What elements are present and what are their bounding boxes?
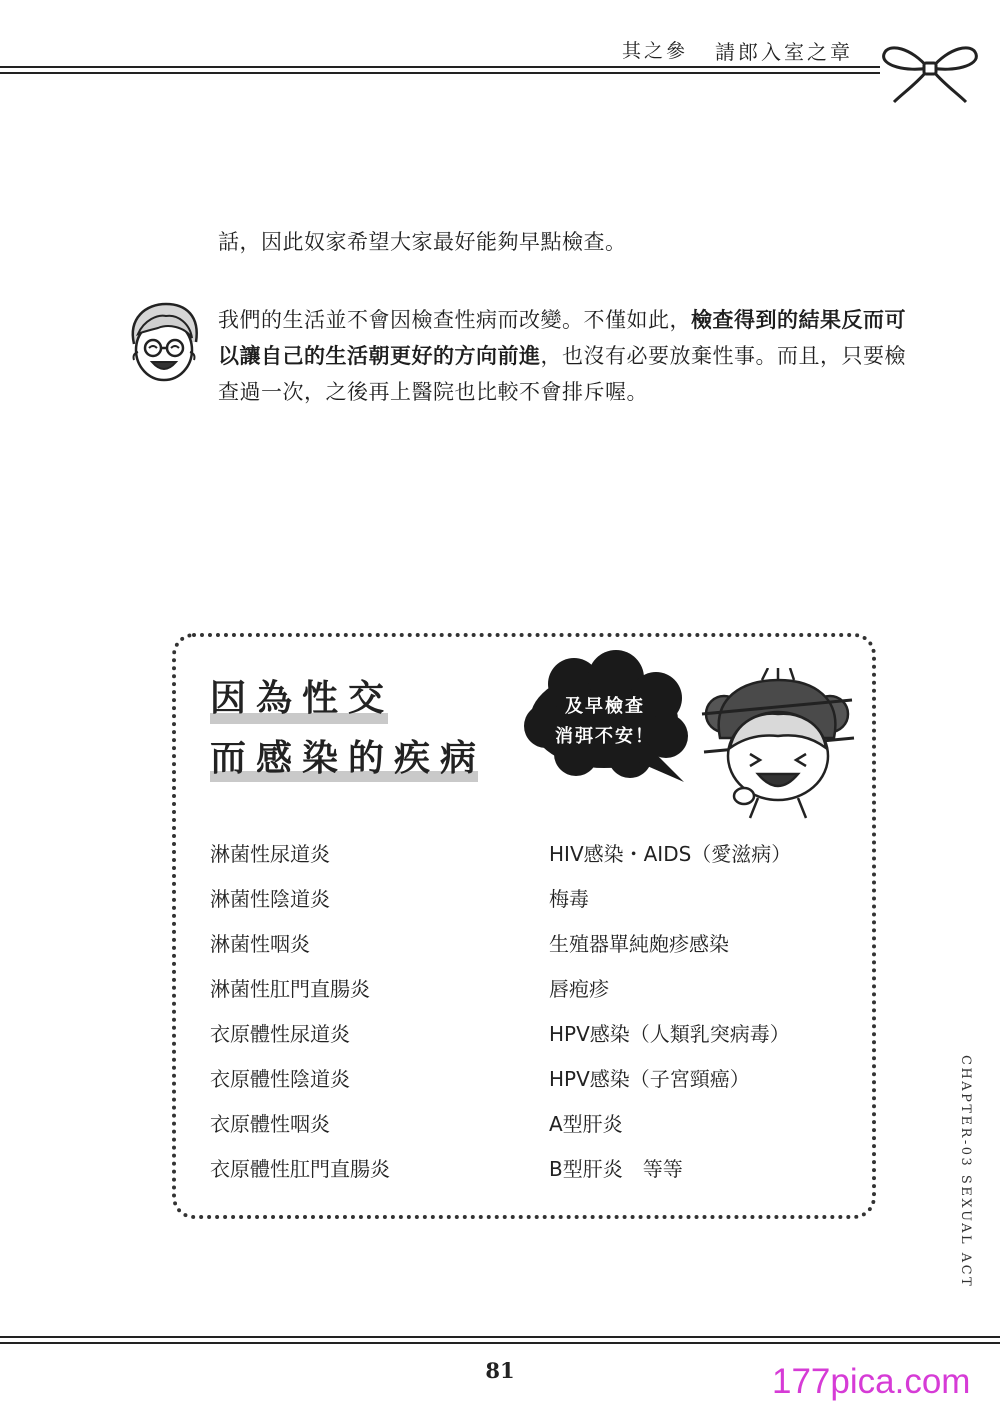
bubble-line2: 消弭不安！ [555, 726, 655, 747]
list-item: 梅毒 [549, 887, 589, 911]
right-disease-list [549, 832, 791, 1192]
list-item: 生殖器單純皰疹感染 [549, 932, 729, 956]
chapter-title: 請郎入室之章 [715, 40, 853, 64]
chapter-side-label: CHAPTER-03 SEXUAL ACT [958, 1055, 973, 1289]
list-item: 衣原體性尿道炎 [210, 1022, 350, 1046]
intro-paragraph: 話，因此奴家希望大家最好能夠早點檢查。 [218, 230, 627, 254]
list-item: HPV感染（人類乳突病毒） [549, 1022, 790, 1046]
ribbon-bow-icon [872, 28, 988, 106]
speech-bubble-icon [520, 650, 692, 786]
main-paragraph [218, 302, 908, 410]
list-item: 衣原體性咽炎 [210, 1112, 330, 1136]
left-disease-list [210, 832, 390, 1192]
list-item: 淋菌性咽炎 [210, 932, 310, 956]
list-item: 唇疱疹 [549, 977, 609, 1001]
watermark: 177pica.com [772, 1362, 971, 1401]
list-item: 淋菌性尿道炎 [210, 842, 330, 866]
box-title-line2: 而感染的疾病 [210, 738, 487, 779]
doctor-avatar-icon [124, 300, 204, 386]
paragraph-emphasis: 檢查得到的結果反而可以讓自己的生活朝更好的方向前進 [218, 308, 906, 368]
paragraph-text: 我們的生活並不會因檢查性病而改變。不僅如此， [218, 308, 691, 332]
chapter-label: 其之參 [622, 40, 689, 62]
list-item: HPV感染（子宮頸癌） [549, 1067, 750, 1091]
list-item: 衣原體性陰道炎 [210, 1067, 350, 1091]
list-item: B型肝炎 等等 [549, 1157, 683, 1181]
box-title-line1: 因為性交 [210, 678, 395, 719]
bubble-line1: 及早檢查 [565, 696, 645, 717]
list-item: 淋菌性陰道炎 [210, 887, 330, 911]
list-item: A型肝炎 [549, 1112, 623, 1136]
footer-rule-bottom [0, 1342, 1000, 1344]
page-number: 81 [485, 1358, 515, 1383]
geisha-character-icon [694, 668, 860, 828]
paragraph-text-end: ，也沒有必要放棄性事。而且，只要檢查過一次，之後再上醫院也比較不會排斥喔。 [218, 344, 906, 404]
list-item: 衣原體性肛門直腸炎 [210, 1157, 390, 1181]
list-item: 淋菌性肛門直腸炎 [210, 977, 370, 1001]
list-item: HIV感染・AIDS（愛滋病） [549, 842, 792, 866]
header-rule-bottom [0, 72, 880, 74]
header-rule-top [0, 66, 880, 68]
footer-rule-top [0, 1336, 1000, 1338]
